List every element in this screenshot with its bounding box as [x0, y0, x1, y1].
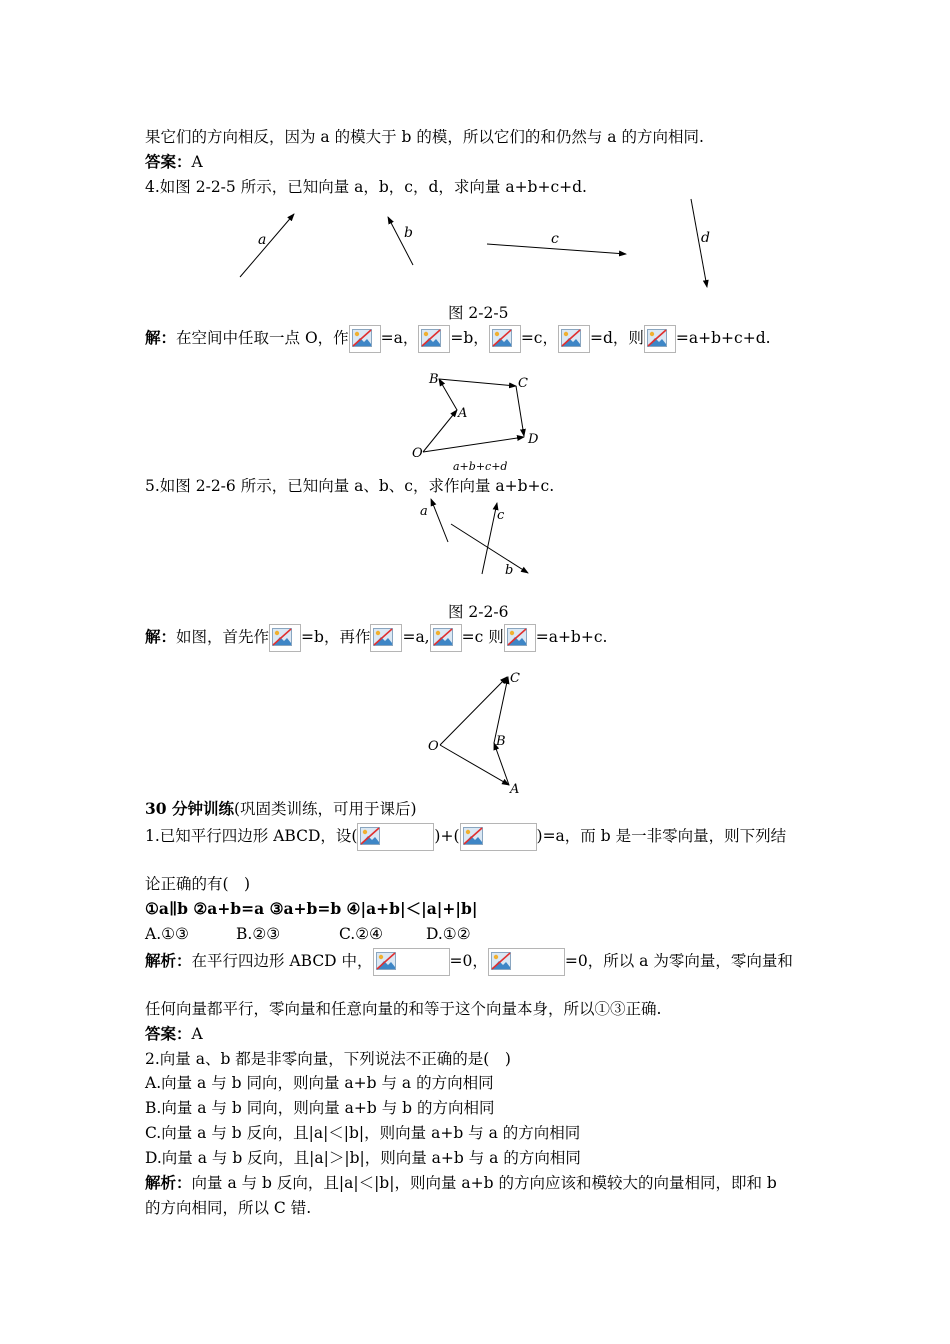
solution-text: 如图，首先作: [176, 628, 270, 646]
sum-label: a+b+c+d: [453, 460, 508, 473]
option-d: D.向量 a 与 b 反向，且|a|＞|b|，则向量 a+b 与 a 的方向相同: [145, 1149, 581, 1167]
problem-2: 2.向量 a、b 都是非零向量，下列说法不正确的是( ): [145, 1050, 511, 1068]
solution-part: =b，再作: [301, 628, 371, 646]
section-subtitle: (巩固类训练，可用于课后): [233, 800, 417, 818]
vector-image-icon: [504, 624, 536, 652]
problem-1-cont: 论正确的有( ): [145, 875, 251, 893]
option-c: C.②④: [339, 925, 384, 943]
option-c: C.向量 a 与 b 反向，且|a|＜|b|，则向量 a+b 与 a 的方向相同: [145, 1124, 581, 1142]
answer-line: [145, 152, 203, 172]
vector-label-c: c: [497, 508, 505, 523]
solution-part: =a+b+c.: [535, 628, 608, 646]
solution-text: 在空间中任取一点 O，作: [176, 329, 349, 347]
text-line: 果它们的方向相反，因为 a 的模大于 b 的模，所以它们的和仍然与 a 的方向相同.: [145, 128, 704, 146]
analysis-text: 在平行四边形 ABCD 中，: [191, 952, 373, 970]
expression-image-icon: [460, 823, 537, 851]
point-label-b: B: [496, 734, 506, 749]
question-4: 4.如图 2-2-5 所示，已知向量 a，b，c，d，求向量 a+b+c+d.: [145, 178, 587, 196]
analysis-line: [145, 1173, 777, 1193]
solution-line: [145, 328, 771, 349]
options-row: [145, 924, 471, 944]
solution-part: =a+b+c+d.: [675, 329, 771, 347]
section-heading: [145, 799, 417, 819]
vector-image-icon: [418, 325, 450, 353]
vector-image-icon: [430, 624, 462, 652]
analysis-cont: 的方向相同，所以 C 错.: [145, 1199, 312, 1217]
point-label-c: C: [510, 671, 520, 686]
solution-part: =d，则: [589, 329, 644, 347]
expression-image-icon: [357, 823, 434, 851]
problem-text: )=a，而 b 是一非零向量，则下列结: [536, 827, 787, 845]
expression-image-icon: [488, 948, 565, 976]
statements: ①a∥b ②a+b=a ③a+b=b ④|a+b|＜|a|+|b|: [145, 899, 478, 918]
vector-label-c: c: [551, 231, 559, 247]
analysis-cont: 任何向量都平行，零向量和任意向量的和等于这个向量本身，所以①③正确.: [145, 1000, 662, 1018]
analysis-label: 解析：: [145, 1173, 192, 1192]
answer-value: A: [191, 1025, 203, 1043]
answer-value: A: [191, 153, 203, 171]
problem-text: )+(: [434, 827, 460, 845]
figure-caption: 图 2-2-6: [448, 603, 509, 621]
vector-image-icon: [370, 624, 402, 652]
answer-label: 答案：: [145, 152, 192, 171]
solution-part: =c 则: [461, 628, 504, 646]
vector-label-d: d: [701, 230, 710, 246]
vector-label-b: b: [505, 563, 514, 578]
point-label-a: A: [510, 782, 520, 797]
option-d: D.①②: [426, 925, 471, 943]
vector-label-b: b: [404, 225, 413, 241]
point-label-d: D: [528, 432, 539, 447]
expression-image-icon: [373, 948, 450, 976]
problem-1: [145, 826, 786, 847]
analysis-label: 解析：: [145, 951, 192, 970]
vector-image-icon: [489, 325, 521, 353]
option-a: A.①③: [145, 925, 189, 943]
point-label-o: O: [412, 446, 423, 461]
vector-image-icon: [558, 325, 590, 353]
answer-label: 答案：: [145, 1024, 192, 1043]
section-title: 30 分钟训练: [145, 799, 234, 818]
question-5: 5.如图 2-2-6 所示，已知向量 a、b、c，求作向量 a+b+c.: [145, 477, 555, 495]
analysis-part: =0，所以 a 为零向量，零向量和: [564, 952, 793, 970]
option-b: B.向量 a 与 b 同向，则向量 a+b 与 b 的方向相同: [145, 1099, 495, 1117]
point-label-a: A: [458, 406, 468, 421]
vector-label-a: a: [420, 504, 428, 519]
solution-part: =a,: [402, 628, 430, 646]
analysis-part: =0，: [449, 952, 488, 970]
solution-label: 解：: [145, 627, 177, 646]
point-label-o: O: [428, 739, 439, 754]
option-a: A.向量 a 与 b 同向，则向量 a+b 与 a 的方向相同: [145, 1074, 494, 1092]
answer-line: [145, 1024, 203, 1044]
analysis-text: 向量 a 与 b 反向，且|a|＜|b|，则向量 a+b 的方向应该和模较大的向量相同，即和 b: [191, 1174, 777, 1192]
figure-triangle: [420, 665, 530, 800]
solution-line: [145, 627, 607, 648]
analysis-line: [145, 951, 793, 972]
option-b: B.②③: [236, 925, 281, 943]
figure-2-2-6: [405, 495, 545, 580]
vector-image-icon: [269, 624, 301, 652]
solution-part: =a，: [380, 329, 419, 347]
point-label-c: C: [518, 376, 528, 391]
point-label-b: B: [429, 372, 439, 387]
figure-caption: 图 2-2-5: [448, 304, 509, 322]
vector-image-icon: [349, 325, 381, 353]
figure-vector-sum: [405, 368, 545, 478]
solution-part: =b，: [450, 329, 489, 347]
vector-label-a: a: [258, 232, 267, 248]
solution-label: 解：: [145, 328, 177, 347]
solution-part: =c，: [520, 329, 558, 347]
figure-2-2-5: [230, 195, 730, 295]
problem-text: 1.已知平行四边形 ABCD，设(: [145, 827, 358, 845]
vector-image-icon: [644, 325, 676, 353]
